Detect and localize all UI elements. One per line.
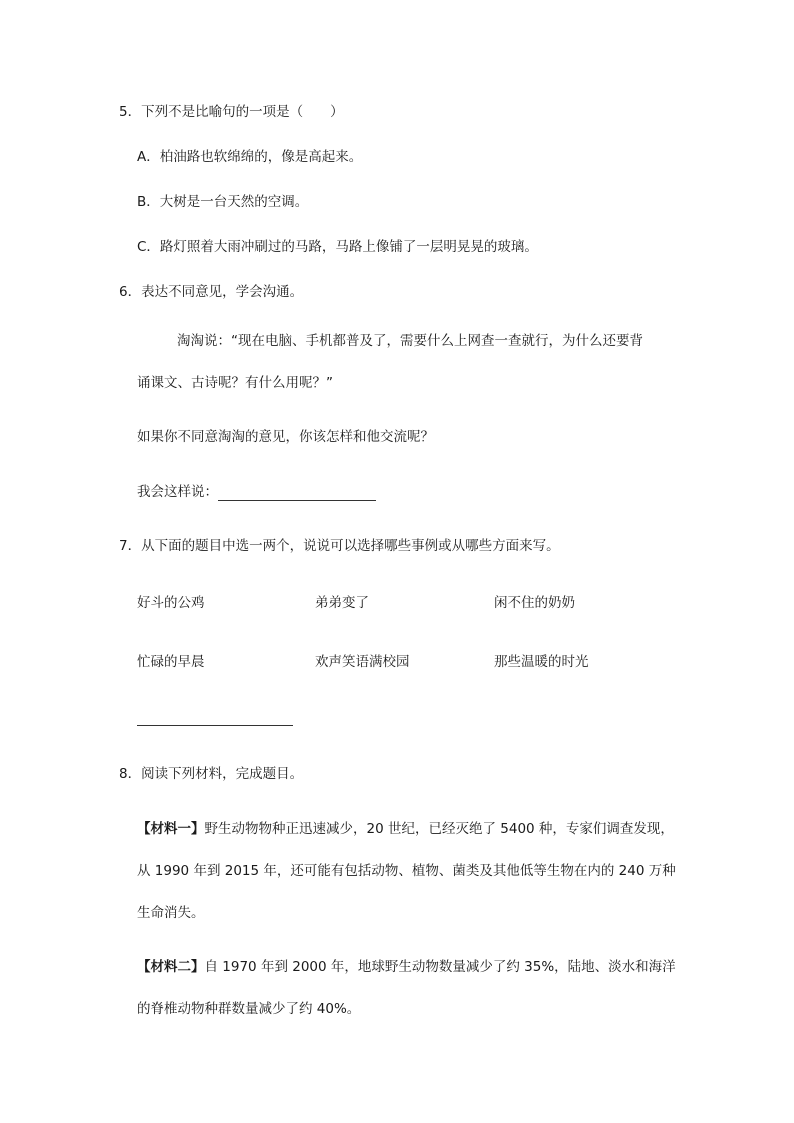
q8-material1-line2: 从 1990 年到 2015 年，还可能有包括动物、植物、菌类及其他低等生物在内的 240 万种 <box>137 863 676 879</box>
q7-topic-4: 忙碌的早晨 <box>137 654 205 670</box>
q8-material1-line1 <box>137 820 674 838</box>
q7-topic-5: 欢声笑语满校园 <box>315 654 410 670</box>
q8-material2-line1 <box>137 958 676 976</box>
q8-material2-line2: 的脊椎动物种群数量减少了约 40%。 <box>137 1001 361 1017</box>
q6-answer-row <box>137 483 376 501</box>
q7-topic-3: 闲不住的奶奶 <box>494 595 575 611</box>
q8-stem: 8．阅读下列材料，完成题目。 <box>119 766 304 782</box>
q6-answer-blank[interactable] <box>218 486 376 501</box>
q5-option-c: C．路灯照着大雨冲刷过的马路，马路上像铺了一层明晃晃的玻璃。 <box>137 239 538 255</box>
q6-answer-label: 我会这样说： <box>137 484 218 500</box>
q6-quote-line2: 诵课文、古诗呢？有什么用呢？” <box>137 375 333 391</box>
q7-topic-6: 那些温暖的时光 <box>494 654 589 670</box>
q7-answer-blank[interactable] <box>137 724 293 726</box>
q8-material1-tag: 【材料一】 <box>137 821 205 837</box>
q6-quote-line1: 淘淘说：“现在电脑、手机都普及了，需要什么上网查一查就行，为什么还要背 <box>177 333 643 349</box>
q8-material1-line3: 生命消失。 <box>137 905 205 921</box>
q7-topic-1: 好斗的公鸡 <box>137 595 205 611</box>
q6-stem: 6．表达不同意见，学会沟通。 <box>119 284 304 300</box>
q7-topic-2: 弟弟变了 <box>315 595 369 611</box>
q5-option-a: A．柏油路也软绵绵的，像是高起来。 <box>137 149 363 165</box>
q8-material2-tag: 【材料二】 <box>137 959 205 975</box>
q5-stem: 5．下列不是比喻句的一项是（ ） <box>119 104 344 120</box>
q8-material2-text1: 自 1970 年到 2000 年，地球野生动物数量减少了约 35%，陆地、淡水和海洋 <box>204 959 676 975</box>
q6-prompt: 如果你不同意淘淘的意见，你该怎样和他交流呢？ <box>137 429 434 445</box>
q7-stem: 7．从下面的题目中选一两个，说说可以选择哪些事例或从哪些方面来写。 <box>119 538 560 554</box>
q5-option-b: B．大树是一台天然的空调。 <box>137 194 309 210</box>
q8-material1-text1: 野生动物物种正迅速减少，20 世纪，已经灭绝了 5400 种，专家们调查发现， <box>204 821 674 837</box>
